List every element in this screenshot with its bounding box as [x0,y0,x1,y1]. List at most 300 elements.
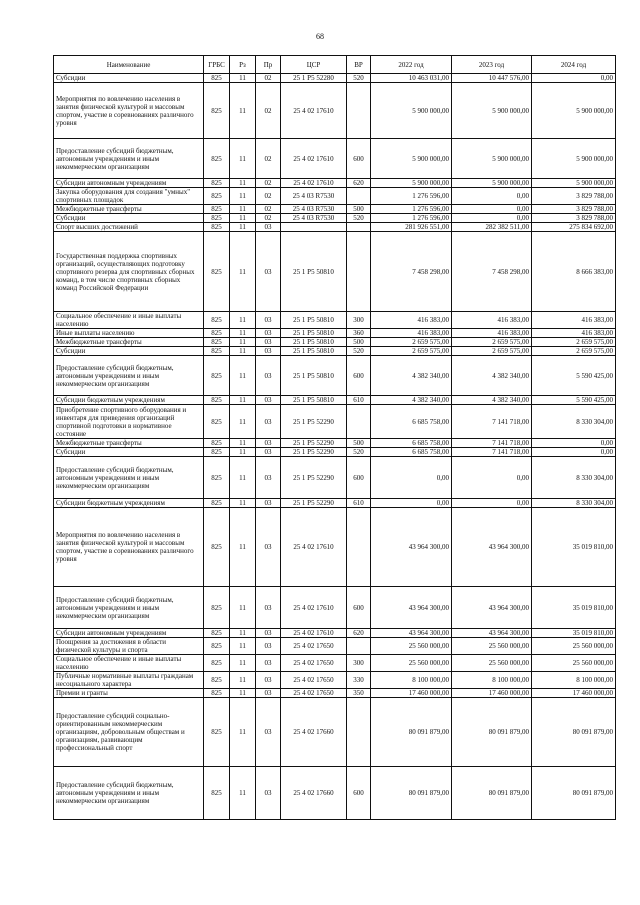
row-pr: 03 [256,439,281,448]
row-pr: 02 [256,214,281,223]
row-name: Государственная поддержка спортивных организаций, осуществляющих подготовку спортивного резерва для спортивных сборных команд, в том числе спортивных сборных команд Российской Федерации [54,232,204,312]
table-row [54,214,616,223]
row-rz: 11 [230,405,256,439]
row-value-2023: 7 458 298,00 [452,232,532,312]
row-name: Межбюджетные трансферты [54,205,204,214]
row-grbs: 825 [204,396,230,405]
row-value-2022: 4 382 340,00 [371,356,452,396]
row-value-2024: 416 383,00 [532,329,616,338]
row-vr [347,188,371,205]
row-value-2022: 416 383,00 [371,329,452,338]
table-row [54,655,616,672]
table-row [54,338,616,347]
row-vr: 600 [347,356,371,396]
row-rz: 11 [230,655,256,672]
row-pr: 03 [256,672,281,689]
row-value-2023: 5 900 000,00 [452,139,532,179]
row-name: Публичные нормативные выплаты гражданам несоциального характера [54,672,204,689]
row-rz: 11 [230,499,256,508]
row-value-2023: 416 383,00 [452,329,532,338]
row-grbs: 825 [204,74,230,83]
row-value-2022: 1 276 596,00 [371,205,452,214]
row-name: Субсидии автономным учреждениям [54,179,204,188]
row-csr: 25 1 P5 52290 [281,439,347,448]
row-csr: 25 1 P5 50810 [281,329,347,338]
row-name: Предоставление субсидий бюджетным, автономным учреждениям и иным некоммерческим организациям [54,139,204,179]
row-value-2024: 5 900 000,00 [532,139,616,179]
row-value-2024: 3 829 788,00 [532,214,616,223]
row-value-2023: 43 964 300,00 [452,629,532,638]
row-rz: 11 [230,139,256,179]
row-name: Субсидии автономным учреждениям [54,629,204,638]
row-name: Предоставление субсидий бюджетным, автономным учреждениям и иным некоммерческим организациям [54,587,204,629]
row-vr: 300 [347,312,371,329]
header-2023: 2023 год [452,56,532,74]
row-csr: 25 1 P5 52290 [281,499,347,508]
row-grbs: 825 [204,347,230,356]
row-value-2022: 2 659 575,00 [371,338,452,347]
row-name: Мероприятия по вовлечению населения в занятия физической культурой и массовым спортом, участие в соревнованиях различного уровня [54,508,204,587]
row-csr: 25 1 P5 50810 [281,312,347,329]
table-row [54,439,616,448]
row-pr: 02 [256,139,281,179]
row-value-2024: 25 560 000,00 [532,655,616,672]
row-rz: 11 [230,448,256,457]
row-vr: 500 [347,205,371,214]
row-value-2024: 35 019 810,00 [532,629,616,638]
table-row [54,767,616,820]
row-grbs: 825 [204,188,230,205]
row-value-2024: 8 100 000,00 [532,672,616,689]
row-pr: 03 [256,767,281,820]
row-vr: 520 [347,347,371,356]
row-pr: 03 [256,638,281,655]
row-name: Социальное обеспечение и иные выплаты населению [54,312,204,329]
row-value-2024: 0,00 [532,439,616,448]
row-csr: 25 4 02 17650 [281,672,347,689]
row-vr: 300 [347,655,371,672]
row-vr [347,83,371,139]
row-name: Предоставление субсидий социально-ориентированным некоммерческим организациям, добровольным обществам и организациям, развивающим профессиональный спорт [54,698,204,767]
row-value-2022: 10 463 031,00 [371,74,452,83]
row-value-2022: 17 460 000,00 [371,689,452,698]
row-grbs: 825 [204,139,230,179]
row-csr: 25 1 P5 52290 [281,457,347,499]
row-pr: 03 [256,629,281,638]
row-value-2022: 2 659 575,00 [371,347,452,356]
row-value-2023: 416 383,00 [452,312,532,329]
row-csr: 25 1 P5 50810 [281,396,347,405]
row-rz: 11 [230,356,256,396]
row-value-2022: 0,00 [371,457,452,499]
row-value-2022: 25 560 000,00 [371,638,452,655]
row-rz: 11 [230,689,256,698]
row-csr: 25 1 P5 52280 [281,74,347,83]
row-name: Предоставление субсидий бюджетным, автономным учреждениям и иным некоммерческим организациям [54,767,204,820]
row-value-2024: 8 330 304,00 [532,457,616,499]
row-grbs: 825 [204,587,230,629]
row-name: Субсидии [54,448,204,457]
row-vr: 500 [347,439,371,448]
row-value-2024: 5 590 425,00 [532,356,616,396]
row-value-2024: 3 829 788,00 [532,188,616,205]
row-value-2024: 80 091 879,00 [532,767,616,820]
row-grbs: 825 [204,205,230,214]
row-pr: 02 [256,74,281,83]
row-value-2023: 4 382 340,00 [452,396,532,405]
row-name: Приобретение спортивного оборудования и инвентаря для приведения организаций спортивной подготовки в нормативное состояние [54,405,204,439]
table-row [54,457,616,499]
row-csr: 25 4 02 17610 [281,83,347,139]
row-pr: 03 [256,689,281,698]
row-vr: 600 [347,139,371,179]
row-name: Межбюджетные трансферты [54,338,204,347]
table-row [54,205,616,214]
row-name: Предоставление субсидий бюджетным, автономным учреждениям и иным некоммерческим организациям [54,356,204,396]
table-row [54,179,616,188]
row-rz: 11 [230,672,256,689]
row-rz: 11 [230,347,256,356]
table-row [54,689,616,698]
row-name: Субсидии [54,74,204,83]
row-pr: 03 [256,232,281,312]
row-value-2024: 17 460 000,00 [532,689,616,698]
page-number: 68 [316,32,324,41]
row-csr: 25 4 02 17650 [281,655,347,672]
table-row [54,188,616,205]
row-rz: 11 [230,83,256,139]
header-row [54,56,616,74]
row-pr: 03 [256,356,281,396]
row-rz: 11 [230,312,256,329]
row-rz: 11 [230,629,256,638]
row-grbs: 825 [204,499,230,508]
row-rz: 11 [230,188,256,205]
row-csr [281,223,347,232]
row-rz: 11 [230,205,256,214]
row-pr: 03 [256,655,281,672]
row-value-2022: 43 964 300,00 [371,587,452,629]
row-value-2022: 4 382 340,00 [371,396,452,405]
row-value-2024: 35 019 810,00 [532,508,616,587]
row-csr: 25 1 P5 50810 [281,338,347,347]
row-vr: 330 [347,672,371,689]
row-name: Спорт высших достижений [54,223,204,232]
row-name: Субсидии бюджетным учреждениям [54,396,204,405]
row-vr: 360 [347,329,371,338]
row-value-2023: 4 382 340,00 [452,356,532,396]
row-value-2024: 2 659 575,00 [532,347,616,356]
row-grbs: 825 [204,767,230,820]
row-grbs: 825 [204,356,230,396]
row-pr: 03 [256,448,281,457]
row-csr: 25 4 02 17650 [281,689,347,698]
table-row [54,74,616,83]
row-name: Социальное обеспечение и иные выплаты населению [54,655,204,672]
table-row [54,356,616,396]
row-rz: 11 [230,338,256,347]
row-value-2022: 5 900 000,00 [371,83,452,139]
row-grbs: 825 [204,457,230,499]
row-vr: 350 [347,689,371,698]
row-value-2024: 0,00 [532,448,616,457]
row-name: Предоставление субсидий бюджетным, автономным учреждениям и иным некоммерческим организациям [54,457,204,499]
row-value-2022: 6 685 758,00 [371,448,452,457]
row-pr: 03 [256,405,281,439]
row-grbs: 825 [204,638,230,655]
row-value-2022: 80 091 879,00 [371,698,452,767]
table-row [54,698,616,767]
row-value-2022: 0,00 [371,499,452,508]
header-rz: Рз [230,56,256,74]
row-value-2022: 6 685 758,00 [371,405,452,439]
row-name: Субсидии бюджетным учреждениям [54,499,204,508]
row-rz: 11 [230,457,256,499]
row-csr: 25 1 P5 50810 [281,347,347,356]
row-csr: 25 4 03 R7530 [281,205,347,214]
row-vr [347,638,371,655]
row-pr: 03 [256,312,281,329]
row-value-2024: 8 330 304,00 [532,405,616,439]
row-pr: 03 [256,338,281,347]
row-vr [347,698,371,767]
row-csr: 25 4 02 17650 [281,638,347,655]
row-rz: 11 [230,587,256,629]
row-grbs: 825 [204,689,230,698]
row-name: Закупка оборудования для создания "умных" спортивных площадок [54,188,204,205]
row-value-2023: 0,00 [452,188,532,205]
row-value-2022: 25 560 000,00 [371,655,452,672]
row-rz: 11 [230,638,256,655]
row-value-2024: 8 330 304,00 [532,499,616,508]
row-vr: 520 [347,214,371,223]
row-grbs: 825 [204,439,230,448]
row-csr: 25 4 02 17610 [281,508,347,587]
row-value-2024: 3 829 788,00 [532,205,616,214]
table-row [54,405,616,439]
row-pr: 02 [256,205,281,214]
row-grbs: 825 [204,223,230,232]
row-rz: 11 [230,767,256,820]
table-row [54,232,616,312]
row-grbs: 825 [204,83,230,139]
header-vr: ВР [347,56,371,74]
row-rz: 11 [230,698,256,767]
row-pr: 02 [256,83,281,139]
row-rz: 11 [230,74,256,83]
row-value-2023: 2 659 575,00 [452,347,532,356]
header-pr: Пр [256,56,281,74]
budget-table [53,55,616,820]
row-value-2024: 5 900 000,00 [532,83,616,139]
row-rz: 11 [230,179,256,188]
table-row [54,638,616,655]
row-name: Субсидии [54,214,204,223]
header-2022: 2022 год [371,56,452,74]
row-vr [347,508,371,587]
table-row [54,587,616,629]
row-value-2023: 7 141 718,00 [452,448,532,457]
row-name: Премии и гранты [54,689,204,698]
row-grbs: 825 [204,448,230,457]
row-value-2022: 80 091 879,00 [371,767,452,820]
row-value-2022: 8 100 000,00 [371,672,452,689]
row-value-2023: 80 091 879,00 [452,767,532,820]
row-value-2023: 43 964 300,00 [452,587,532,629]
table-row [54,672,616,689]
row-vr: 610 [347,499,371,508]
row-pr: 03 [256,499,281,508]
row-rz: 11 [230,396,256,405]
row-pr: 02 [256,188,281,205]
row-grbs: 825 [204,214,230,223]
row-vr: 600 [347,457,371,499]
row-value-2023: 10 447 576,00 [452,74,532,83]
header-grbs: ГРБС [204,56,230,74]
row-vr: 620 [347,179,371,188]
row-rz: 11 [230,329,256,338]
row-rz: 11 [230,508,256,587]
row-csr: 25 1 P5 50810 [281,356,347,396]
row-vr: 600 [347,587,371,629]
table-row [54,139,616,179]
row-csr: 25 4 02 17610 [281,629,347,638]
row-value-2024: 416 383,00 [532,312,616,329]
row-grbs: 825 [204,672,230,689]
row-grbs: 825 [204,405,230,439]
row-rz: 11 [230,439,256,448]
row-value-2023: 0,00 [452,457,532,499]
row-name: Межбюджетные трансферты [54,439,204,448]
row-name: Поощрения за достижения в области физической культуры и спорта [54,638,204,655]
table-row [54,629,616,638]
row-value-2022: 281 926 551,00 [371,223,452,232]
row-grbs: 825 [204,508,230,587]
row-value-2022: 6 685 758,00 [371,439,452,448]
row-grbs: 825 [204,312,230,329]
row-vr: 520 [347,74,371,83]
row-value-2022: 43 964 300,00 [371,508,452,587]
row-value-2023: 0,00 [452,499,532,508]
row-vr: 620 [347,629,371,638]
row-pr: 03 [256,457,281,499]
row-csr: 25 1 P5 50810 [281,232,347,312]
row-value-2024: 0,00 [532,74,616,83]
table-row [54,448,616,457]
table-row [54,223,616,232]
row-csr: 25 4 02 17610 [281,179,347,188]
row-value-2024: 25 560 000,00 [532,638,616,655]
row-csr: 25 4 02 17610 [281,139,347,179]
row-value-2023: 8 100 000,00 [452,672,532,689]
row-pr: 03 [256,396,281,405]
row-value-2023: 7 141 718,00 [452,439,532,448]
row-pr: 03 [256,508,281,587]
row-value-2023: 25 560 000,00 [452,655,532,672]
row-value-2023: 5 900 000,00 [452,179,532,188]
row-value-2023: 17 460 000,00 [452,689,532,698]
row-value-2024: 8 666 383,00 [532,232,616,312]
row-vr [347,223,371,232]
table-row [54,83,616,139]
row-value-2024: 35 019 810,00 [532,587,616,629]
row-grbs: 825 [204,179,230,188]
row-grbs: 825 [204,232,230,312]
row-value-2023: 80 091 879,00 [452,698,532,767]
row-value-2023: 5 900 000,00 [452,83,532,139]
table-row [54,508,616,587]
header-csr: ЦСР [281,56,347,74]
header-name: Наименование [54,56,204,74]
row-value-2024: 5 900 000,00 [532,179,616,188]
row-value-2023: 2 659 575,00 [452,338,532,347]
row-pr: 03 [256,347,281,356]
row-value-2024: 80 091 879,00 [532,698,616,767]
row-value-2023: 7 141 718,00 [452,405,532,439]
row-csr: 25 1 P5 52290 [281,405,347,439]
row-value-2022: 1 276 596,00 [371,214,452,223]
row-grbs: 825 [204,698,230,767]
row-vr: 520 [347,448,371,457]
table-row [54,312,616,329]
row-grbs: 825 [204,329,230,338]
row-grbs: 825 [204,655,230,672]
table-row [54,347,616,356]
row-pr: 03 [256,587,281,629]
row-value-2023: 282 382 511,00 [452,223,532,232]
row-rz: 11 [230,214,256,223]
row-value-2022: 5 900 000,00 [371,179,452,188]
row-vr: 500 [347,338,371,347]
row-value-2024: 5 590 425,00 [532,396,616,405]
header-2024: 2024 год [532,56,616,74]
row-vr [347,405,371,439]
row-csr: 25 4 03 R7530 [281,188,347,205]
row-value-2022: 5 900 000,00 [371,139,452,179]
table-row [54,329,616,338]
row-csr: 25 1 P5 52290 [281,448,347,457]
row-pr: 02 [256,179,281,188]
row-vr [347,232,371,312]
row-csr: 25 4 03 R7530 [281,214,347,223]
row-value-2022: 1 276 596,00 [371,188,452,205]
row-csr: 25 4 02 17660 [281,698,347,767]
row-pr: 03 [256,223,281,232]
row-csr: 25 4 02 17660 [281,767,347,820]
row-value-2023: 0,00 [452,205,532,214]
row-value-2022: 416 383,00 [371,312,452,329]
row-name: Мероприятия по вовлечению населения в занятия физической культурой и массовым спортом, участие в соревнованиях различного уровня [54,83,204,139]
row-pr: 03 [256,698,281,767]
row-rz: 11 [230,232,256,312]
row-name: Иные выплаты населению [54,329,204,338]
row-value-2024: 275 834 692,00 [532,223,616,232]
row-grbs: 825 [204,629,230,638]
row-value-2024: 2 659 575,00 [532,338,616,347]
row-name: Субсидии [54,347,204,356]
row-value-2023: 0,00 [452,214,532,223]
row-vr: 600 [347,767,371,820]
table-row [54,499,616,508]
table-row [54,396,616,405]
row-grbs: 825 [204,338,230,347]
row-pr: 03 [256,329,281,338]
row-value-2022: 43 964 300,00 [371,629,452,638]
row-value-2023: 43 964 300,00 [452,508,532,587]
row-csr: 25 4 02 17610 [281,587,347,629]
row-vr: 610 [347,396,371,405]
row-rz: 11 [230,223,256,232]
